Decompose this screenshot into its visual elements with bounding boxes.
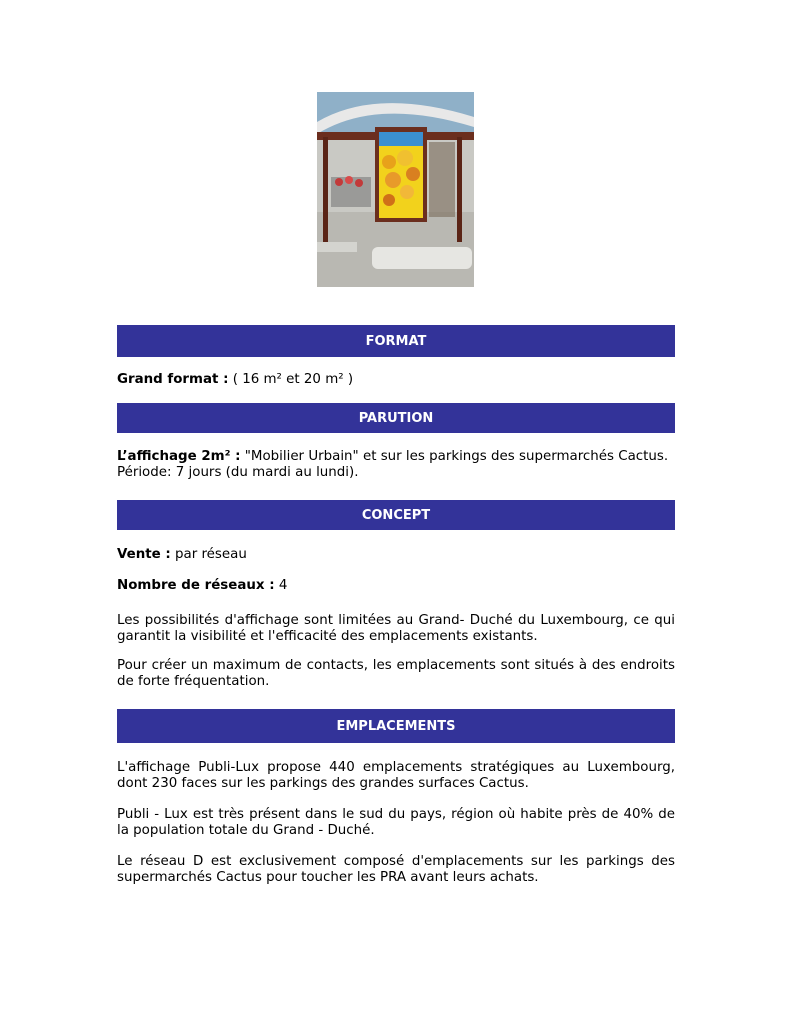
- format-line: [117, 372, 675, 388]
- parution-value: "Mobilier Urbain" et sur les parkings des supermarchés Cactus.: [240, 449, 669, 464]
- section-title-emplacements: EMPLACEMENTS: [336, 718, 456, 734]
- parution-period: Période: 7 jours (du mardi au lundi).: [117, 465, 359, 480]
- concept-vente: [117, 547, 675, 563]
- section-header-concept: [117, 500, 675, 530]
- emplacements-paragraph-2: Publi - Lux est très présent dans le sud du pays, région où habite près de 40% de la population totale du Grand - Duché.: [117, 807, 675, 838]
- format-value: ( 16 m² et 20 m² ): [228, 372, 354, 387]
- vente-label: Vente :: [117, 547, 171, 562]
- emplacements-paragraph-3: Le réseau D est exclusivement composé d'emplacements sur les parkings des supermarchés Cactus pour toucher les PRA avant leurs achats.: [117, 854, 675, 885]
- section-header-format: [117, 325, 675, 357]
- reseaux-value: 4: [274, 578, 288, 593]
- bus-shelter-photo: [317, 92, 474, 287]
- parution-line: [117, 449, 675, 465]
- emplacements-paragraph-1: L'affichage Publi-Lux propose 440 emplacements stratégiques au Luxembourg, dont 230 faces sur les parkings des grandes surfaces Cactus.: [117, 760, 675, 791]
- section-header-emplacements: [117, 709, 675, 743]
- section-title-concept: CONCEPT: [361, 507, 431, 523]
- section-title-parution: PARUTION: [358, 410, 434, 426]
- bus-shelter-image: [317, 92, 474, 287]
- concept-paragraph-1: Les possibilités d'affichage sont limitées au Grand- Duché du Luxembourg, ce qui garantit la visibilité et l'efficacité des emplacements existants.: [117, 613, 675, 644]
- reseaux-label: Nombre de réseaux :: [117, 578, 275, 593]
- concept-paragraph-2: Pour créer un maximum de contacts, les emplacements sont situés à des endroits de forte fréquentation.: [117, 658, 675, 689]
- concept-reseaux: [117, 578, 675, 594]
- section-header-parution: [117, 403, 675, 433]
- parution-label: L’affichage 2m² :: [117, 449, 241, 464]
- section-title-format: FORMAT: [365, 333, 427, 349]
- vente-value: par réseau: [170, 547, 247, 562]
- format-label: Grand format :: [117, 372, 229, 387]
